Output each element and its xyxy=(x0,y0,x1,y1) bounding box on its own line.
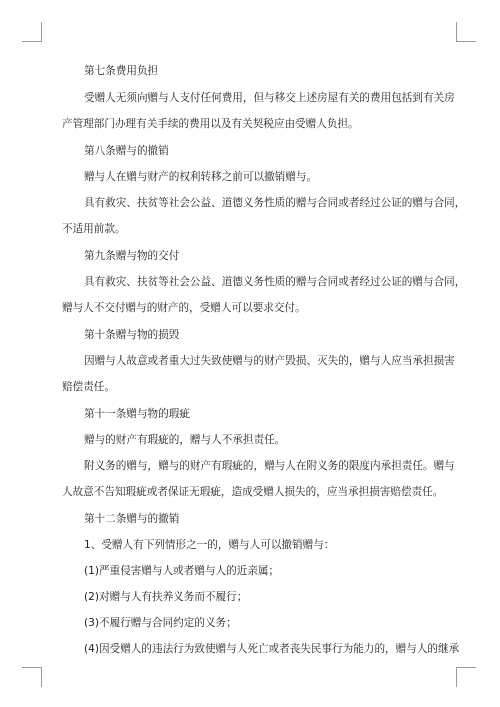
paragraph-line: 因赠与人故意或者重大过失致使赠与的财产毁损、灭失的，赠与人应当承担损害 xyxy=(84,355,455,367)
list-item: (2)对赠与人有扶养义务而不履行； xyxy=(84,591,248,603)
crop-mark-top-right xyxy=(456,41,476,42)
crop-mark-bottom-right xyxy=(456,667,476,668)
paragraph-line: 赔偿责任。 xyxy=(62,381,115,393)
crop-mark-bottom-left xyxy=(41,667,42,687)
section-heading-10: 第十条赠与物的损毁 xyxy=(84,329,180,341)
crop-mark-bottom-left xyxy=(22,667,42,668)
crop-mark-bottom-right xyxy=(456,667,457,687)
document-body xyxy=(62,64,466,656)
paragraph-line: 受赠人无须向赠与人支付任何费用，但与移交上述房屋有关的费用包括到有关房 xyxy=(84,92,455,104)
paragraph-line: 不适用前款。 xyxy=(62,223,126,235)
paragraph-line: 赠与人在赠与财产的权利转移之前可以撤销赠与。 xyxy=(84,171,318,183)
paragraph-line: 产管理部门办理有关手续的费用以及有关契税应由受赠人负担。 xyxy=(62,118,359,130)
crop-mark-top-left xyxy=(41,22,42,42)
paragraph-line: 具有救灾、扶贫等社会公益、道德义务性质的赠与合同或者经过公证的赠与合同， xyxy=(84,197,466,209)
crop-mark-top-left xyxy=(22,41,42,42)
paragraph-line: 具有救灾、扶贫等社会公益、道德义务性质的赠与合同或者经过公证的赠与合同， xyxy=(84,276,466,288)
section-heading-12: 第十二条赠与的撤销 xyxy=(84,513,180,525)
section-heading-9: 第九条赠与物的交付 xyxy=(84,250,180,262)
list-intro: 1、受赠人有下列情形之一的，赠与人可以撤销赠与： xyxy=(84,539,335,551)
list-item: (1)严重侵害赠与人或者赠与人的近亲属； xyxy=(84,565,280,577)
section-heading-11: 第十一条赠与物的瑕疵 xyxy=(84,408,190,420)
crop-mark-top-right xyxy=(456,22,457,42)
section-heading-8: 第八条赠与的撤销 xyxy=(84,145,169,157)
paragraph-line: 附义务的赠与，赠与的财产有瑕疵的，赠与人在附义务的限度内承担责任。赠与 xyxy=(84,460,455,472)
list-item: (3)不履行赠与合同约定的义务； xyxy=(84,617,237,629)
section-heading-7: 第七条费用负担 xyxy=(84,65,159,77)
paragraph-line: 赠与人不交付赠与的财产的，受赠人可以要求交付。 xyxy=(62,302,306,314)
paragraph-line: 赠与的财产有瑕疵的，赠与人不承担责任。 xyxy=(84,434,286,446)
list-item: (4)因受赠人的违法行为致使赠与人死亡或者丧失民事行为能力的，赠与人的继承 xyxy=(84,643,460,655)
paragraph-line: 人故意不告知瑕疵或者保证无瑕疵，造成受赠人损失的，应当承担损害赔偿责任。 xyxy=(62,486,444,498)
